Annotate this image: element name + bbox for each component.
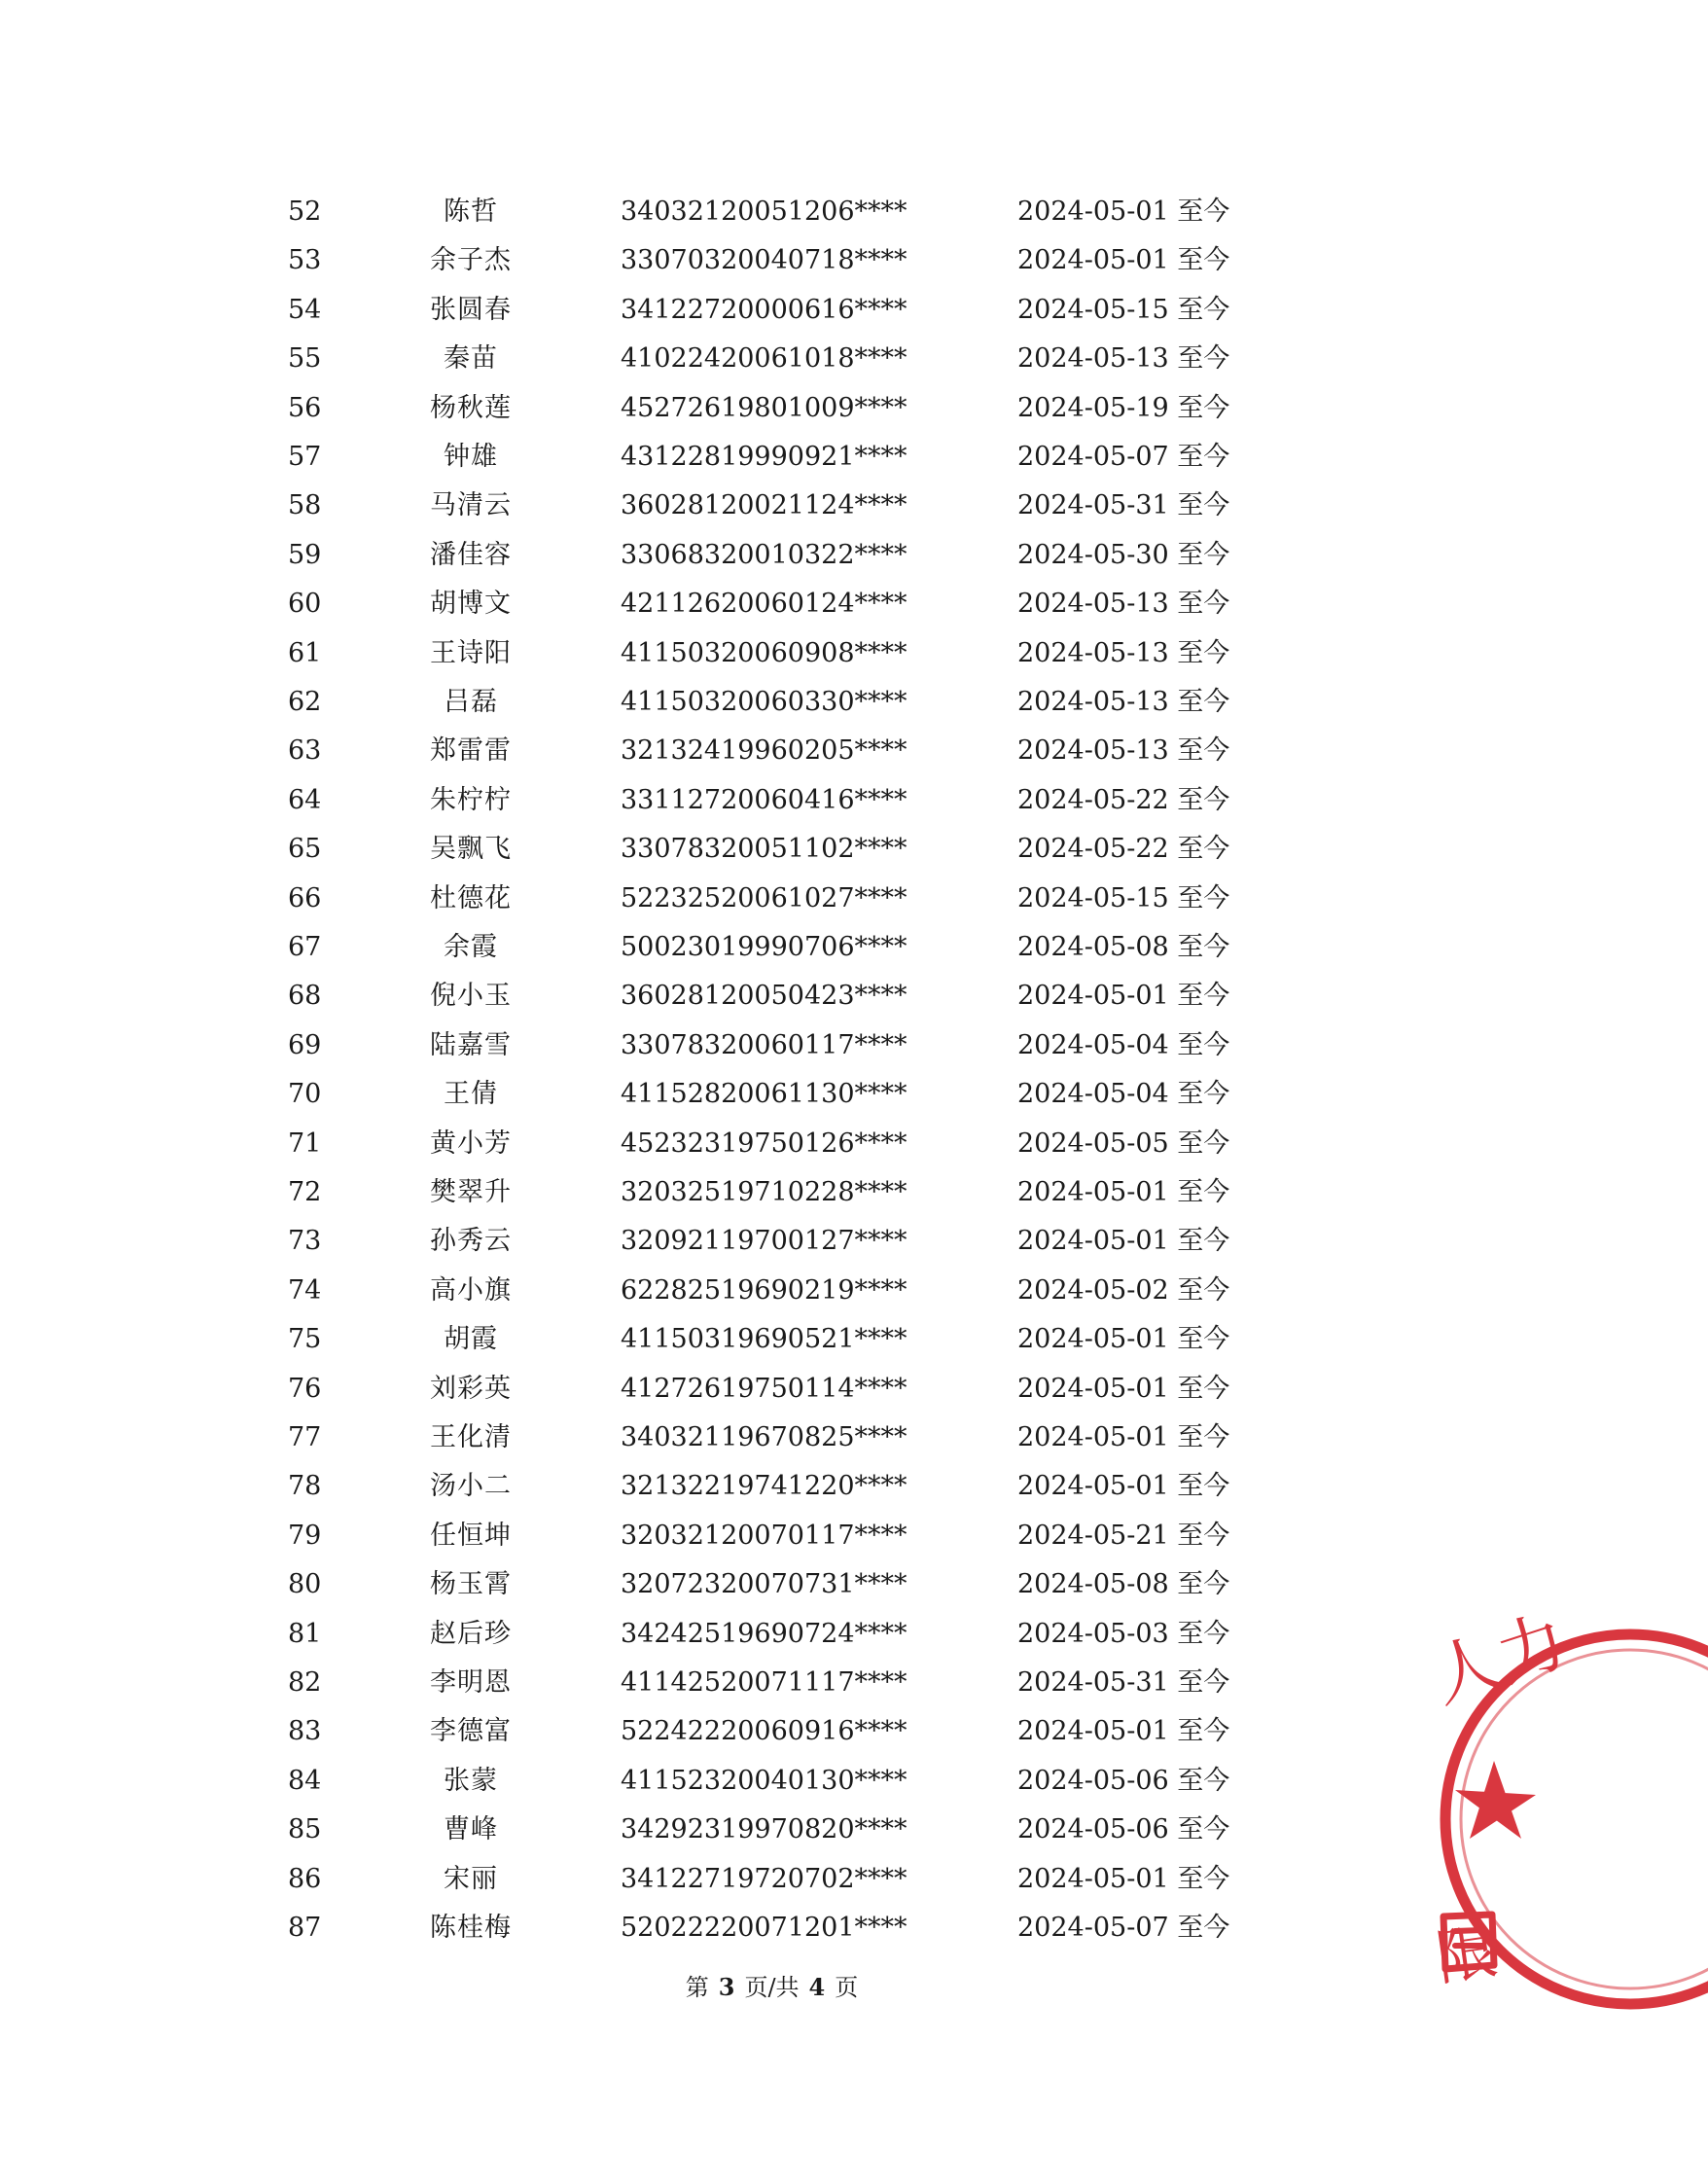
table-row [0,825,1544,874]
id-number: 41022420061018**** [621,343,907,375]
footer-middle: 页/共 [744,1974,800,2001]
id-number: 41152320040130**** [621,1765,907,1796]
row-number: 71 [288,1128,322,1159]
official-seal [1423,1595,1708,2004]
id-number: 45232319750126**** [621,1128,907,1159]
employee-name: 朱柠柠 [430,784,512,815]
employee-name: 王化清 [430,1422,512,1452]
id-number: 52232520061027**** [621,882,907,913]
row-number: 54 [288,294,322,325]
total-page-number: 4 [808,1973,826,2001]
employment-period: 2024-05-30 至今 [1017,539,1230,570]
employee-name: 杨秋莲 [430,392,512,423]
employee-name: 汤小二 [430,1471,512,1502]
row-number: 77 [288,1422,322,1452]
employment-period: 2024-05-06 至今 [1017,1814,1230,1845]
employment-period: 2024-05-15 至今 [1017,882,1230,913]
employment-period: 2024-05-15 至今 [1017,294,1230,325]
table-row [0,1707,1544,1756]
svg-text:人力: 人力 [1423,1603,1577,1718]
employment-period: 2024-05-22 至今 [1017,834,1230,865]
employment-period: 2024-05-08 至今 [1017,932,1230,962]
row-number: 67 [288,932,322,962]
employment-period: 2024-05-01 至今 [1017,1471,1230,1502]
table-row [0,776,1544,825]
row-number: 59 [288,539,322,570]
row-number: 56 [288,392,322,423]
table-row [0,1414,1544,1462]
row-number: 86 [288,1863,322,1894]
employment-period: 2024-05-01 至今 [1017,1226,1230,1257]
table-row [0,875,1544,923]
row-number: 79 [288,1520,322,1551]
id-number: 41142520071117**** [621,1667,907,1698]
employment-period: 2024-05-01 至今 [1017,1177,1230,1207]
row-number: 55 [288,343,322,375]
employee-name: 高小旗 [430,1274,512,1306]
id-number: 36028120050423**** [621,981,907,1012]
employment-period: 2024-05-06 至今 [1017,1765,1230,1796]
id-number: 33078320060117**** [621,1029,907,1060]
id-number: 52022220071201**** [621,1913,907,1943]
employee-name: 余子杰 [430,245,512,276]
row-number: 70 [288,1079,322,1110]
table-row [0,1120,1544,1168]
table-row [0,1512,1544,1560]
employee-name: 胡霞 [444,1324,498,1355]
id-number: 33068320010322**** [621,539,907,570]
employment-period: 2024-05-04 至今 [1017,1029,1230,1060]
row-number: 75 [288,1324,322,1355]
employment-period: 2024-05-03 至今 [1017,1618,1230,1649]
row-number: 53 [288,245,322,276]
id-number: 33078320051102**** [621,834,907,865]
employee-name: 李德富 [430,1716,512,1747]
table-row [0,531,1544,580]
employment-period: 2024-05-31 至今 [1017,490,1230,521]
table-row [0,1217,1544,1266]
table-row [0,236,1544,285]
table-row [0,1365,1544,1414]
row-number: 66 [288,882,322,913]
employment-period: 2024-05-01 至今 [1017,1324,1230,1355]
employee-name: 杨玉霄 [430,1569,512,1600]
id-number: 33112720060416**** [621,784,907,815]
employment-period: 2024-05-01 至今 [1017,1863,1230,1894]
employee-name: 钟雄 [444,442,498,472]
id-number: 34292319970820**** [621,1814,907,1845]
row-number: 85 [288,1814,322,1845]
employment-period: 2024-05-13 至今 [1017,589,1230,620]
id-number: 32072320070731**** [621,1569,907,1600]
employee-name: 张蒙 [444,1765,498,1796]
row-number: 60 [288,589,322,620]
employment-period: 2024-05-19 至今 [1017,392,1230,423]
table-row [0,1610,1544,1659]
row-number: 64 [288,784,322,815]
id-number: 45272619801009**** [621,392,907,423]
table-row [0,1659,1544,1707]
id-number: 62282519690219**** [621,1274,907,1306]
row-number: 84 [288,1765,322,1796]
employment-period: 2024-05-01 至今 [1017,197,1230,227]
id-number: 52242220060916**** [621,1716,907,1747]
employee-name: 赵后珍 [430,1618,512,1649]
row-number: 69 [288,1029,322,1060]
employment-period: 2024-05-01 至今 [1017,1373,1230,1404]
employee-name: 任恒坤 [430,1520,512,1551]
table-row [0,923,1544,972]
row-number: 52 [288,197,322,227]
employment-period: 2024-05-13 至今 [1017,735,1230,767]
employment-period: 2024-05-01 至今 [1017,981,1230,1012]
id-number: 42112620060124**** [621,589,907,620]
employment-period: 2024-05-21 至今 [1017,1520,1230,1551]
employment-period: 2024-05-08 至今 [1017,1569,1230,1600]
employee-name: 宋丽 [444,1863,498,1894]
employee-name: 陈哲 [444,197,498,227]
employee-name: 倪小玉 [430,981,512,1012]
row-number: 73 [288,1226,322,1257]
employee-name: 陈桂梅 [430,1913,512,1943]
table-row [0,1070,1544,1119]
employee-name: 潘佳容 [430,539,512,570]
employee-name: 黄小芳 [430,1128,512,1159]
table-row [0,972,1544,1020]
id-number: 34032119670825**** [621,1422,907,1452]
row-number: 82 [288,1667,322,1698]
table-row [0,1560,1544,1609]
employment-period: 2024-05-01 至今 [1017,1422,1230,1452]
table-row [0,384,1544,433]
employment-period: 2024-05-13 至今 [1017,343,1230,375]
table-row [0,1806,1544,1854]
employee-name: 樊翠升 [430,1177,512,1207]
id-number: 32132219741220**** [621,1471,907,1502]
row-number: 61 [288,637,322,668]
employee-name: 曹峰 [444,1814,498,1845]
row-number: 78 [288,1471,322,1502]
row-number: 65 [288,834,322,865]
employee-name: 李明恩 [430,1667,512,1698]
employee-name: 刘彩英 [430,1373,512,1404]
employment-period: 2024-05-05 至今 [1017,1128,1230,1159]
table-row [0,1855,1544,1904]
employee-name: 秦苗 [444,343,498,375]
id-number: 33070320040718**** [621,245,907,276]
employee-name: 郑雷雷 [430,735,512,767]
row-number: 63 [288,735,322,767]
employee-name: 吕磊 [444,687,498,717]
employee-name: 孙秀云 [430,1226,512,1257]
table-row [0,1757,1544,1806]
id-number: 41150320060908**** [621,637,907,668]
id-number: 50023019990706**** [621,932,907,962]
table-row [0,188,1544,236]
table-row [0,1168,1544,1217]
employee-name: 胡博文 [430,589,512,620]
table-row [0,727,1544,775]
id-number: 41152820061130**** [621,1079,907,1110]
employment-period: 2024-05-01 至今 [1017,245,1230,276]
employment-period: 2024-05-01 至今 [1017,1716,1230,1747]
employee-name: 王倩 [444,1079,498,1110]
table-row [0,286,1544,335]
row-number: 83 [288,1716,322,1747]
employment-period: 2024-05-13 至今 [1017,637,1230,668]
table-row [0,629,1544,678]
table-row [0,1267,1544,1315]
table-row [0,580,1544,628]
id-number: 36028120021124**** [621,490,907,521]
employee-name: 杜德花 [430,882,512,913]
employee-name: 马清云 [430,490,512,521]
row-number: 76 [288,1373,322,1404]
employment-period: 2024-05-02 至今 [1017,1274,1230,1306]
id-number: 34122720000616**** [621,294,907,325]
employment-period: 2024-05-07 至今 [1017,442,1230,472]
id-number: 43122819990921**** [621,442,907,472]
current-page-number: 3 [718,1973,735,2001]
footer-suffix: 页 [835,1974,859,2001]
id-number: 41272619750114**** [621,1373,907,1404]
table-row [0,1462,1544,1511]
id-number: 32132419960205**** [621,735,907,767]
id-number: 34122719720702**** [621,1863,907,1894]
footer-prefix: 第 [685,1974,709,2001]
row-number: 87 [288,1913,322,1943]
table-row [0,335,1544,383]
employee-name: 陆嘉雪 [430,1029,512,1060]
table-row [0,1315,1544,1364]
id-number: 34032120051206**** [621,197,907,227]
employment-period: 2024-05-07 至今 [1017,1913,1230,1943]
table-row [0,482,1544,530]
page-footer [0,1969,1544,2006]
employee-name: 王诗阳 [430,637,512,668]
employment-period: 2024-05-22 至今 [1017,784,1230,815]
id-number: 41150319690521**** [621,1324,907,1355]
row-number: 57 [288,442,322,472]
employee-name: 吴飘飞 [430,834,512,865]
row-number: 68 [288,981,322,1012]
employment-period: 2024-05-04 至今 [1017,1079,1230,1110]
id-number: 41150320060330**** [621,687,907,717]
id-number: 34242519690724**** [621,1618,907,1649]
employee-name: 张圆春 [430,294,512,325]
table-row [0,433,1544,482]
row-number: 81 [288,1618,322,1649]
id-number: 32032120070117**** [621,1520,907,1551]
employment-period: 2024-05-13 至今 [1017,687,1230,717]
table-row [0,1021,1544,1070]
employee-name: 余霞 [444,932,498,962]
row-number: 58 [288,490,322,521]
svg-text:限: 限 [1432,1918,1502,1993]
row-number: 72 [288,1177,322,1207]
table-row [0,678,1544,727]
id-number: 32092119700127**** [621,1226,907,1257]
row-number: 74 [288,1274,322,1306]
table-row [0,1904,1544,1952]
employment-period: 2024-05-31 至今 [1017,1667,1230,1698]
row-number: 80 [288,1569,322,1600]
id-number: 32032519710228**** [621,1177,907,1207]
row-number: 62 [288,687,322,717]
